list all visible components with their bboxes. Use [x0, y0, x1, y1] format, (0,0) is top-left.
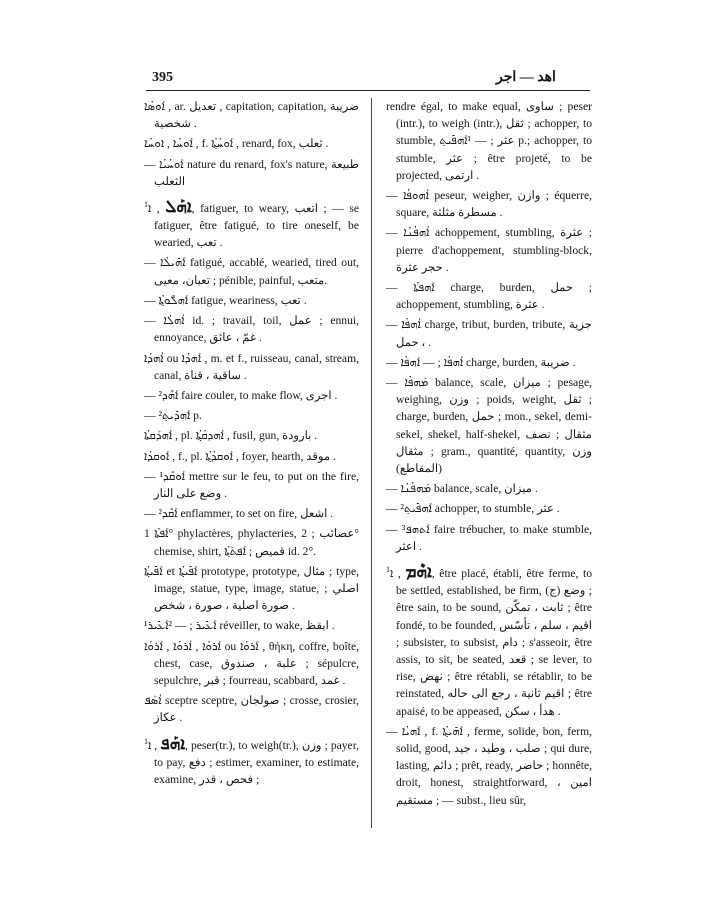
homograph-number: 1	[144, 200, 148, 210]
dictionary-entry	[144, 468, 359, 502]
homograph-number: 1	[386, 565, 390, 575]
dictionary-entry	[144, 525, 359, 559]
dictionary-entry	[144, 563, 359, 615]
entry-text: ܐܳܣܰܦ sceptre sceptre, صولجان ; crosse, crosier, عكاز .	[144, 694, 359, 725]
headword: ܐܗܶܡ	[405, 561, 432, 581]
dictionary-entry	[386, 187, 592, 221]
headword: ܐܗܰܠ	[165, 196, 192, 216]
entry-text: ܐܰܪܘܳܐ , ܐܳܪܘܳܐ , ܐܰܪܘܳܐ ou ܐܰܪܘܳܐ , θήκη, coffre, boîte, chest, case, علبة ، صندوق ; sépulcre, sepulchre, قبر ; fourreau, scabbard, غمد .	[144, 639, 359, 687]
dictionary-entry	[386, 561, 592, 720]
dictionary-entry	[144, 196, 359, 251]
dictionary-entry	[386, 354, 592, 371]
entry-text: ܐܰܘܣܳܐ , ar. تعديل , capitation, capitation, ضريبة شخصية .	[144, 100, 360, 131]
entry-text: — ܐܳܗܦܳܢܳܐ achoppement, stumbling, عثرة ; pierre d'achoppement, stumbling-block, حجر عثرة .	[386, 226, 592, 274]
entry-text: — ܡܰܗܦܳܐ balance, scale, ميزان ; pesage, weighing, وزن ; poids, weight, ثقل ; charge, burden, حمل ; mon., sekel, demi-sekel, shekel, half-shekel, مثقال ; نصف مثقال ; gram., quantité, quantity, وزن (المقاطع)	[386, 376, 593, 476]
entry-text: , ܐ, fatiguer, to weary, اتعب ; — se fatiguer, être fatigué, to tire oneself, be wearied, تعب .	[148, 201, 360, 250]
entry-text: — ²ܐܰܩܶܕ enflammer, to set on fire, اشعل .	[144, 507, 334, 521]
entry-text: — ܐܰܗܠܽܘܬ݂ܳܐ fatigue, weariness, تعب .	[144, 293, 307, 307]
entry-text: — ܐܳܗܦܳܐ ; — ܐܰܗܦܳܐ charge, burden, ضريبة .	[386, 355, 576, 369]
entry-text: — ܐܳܗܘܦܳܐ peseur, weigher, وازن ; équerre, square, مسطرة مثلثة .	[386, 189, 592, 220]
entry-text: , ܐ, peser(tr.), to weigh(tr.), وزن ; payer, to pay, دفع ; estimer, examiner, to estimate, examine, فحص ، قدر ;	[148, 738, 360, 786]
header-rule	[146, 90, 590, 91]
dictionary-entry	[144, 427, 359, 444]
dictionary-entry	[144, 448, 359, 465]
column-divider	[371, 98, 372, 828]
entry-text: ܐܰܘܚܳܐ , ܐܘܚܳܐ , f. ܐܰܘܚܳܬ݂ܳܐ , renard, fox, ثعلب .	[144, 137, 329, 151]
dictionary-entry	[386, 374, 592, 477]
dictionary-entry	[144, 638, 359, 690]
dictionary-entry	[386, 521, 592, 555]
dictionary-entry	[386, 224, 592, 276]
dictionary-entry	[386, 480, 592, 497]
dictionary-entry	[144, 733, 359, 788]
entry-text: rendre égal, to make equal, ساوى ; peser (intr.), to weigh (intr.), ثقل ; achopper, to stumble, عثر ; — ¹ܐܰܗܦܺܝܬ݂ p.; achopper, to stumble, عثر ; être projeté, to be projected, ارتمى .	[386, 100, 593, 182]
dictionary-entry	[144, 387, 359, 404]
entry-text: — ܐܰܗܺܝܠܳܐ fatigué, accablé, wearied, tired out, تعبان، معيى ; pénible, painful, متعب.	[144, 256, 359, 287]
dictionary-entry	[386, 316, 592, 350]
dictionary-entry	[144, 505, 359, 522]
entry-text: — ܐܰܗܦܬܳܐ charge, burden, حمل ; achoppement, stumbling, عثرة .	[386, 281, 593, 312]
headword: ܐܗܰܦ	[160, 733, 186, 753]
dictionary-entry	[144, 617, 359, 634]
entry-text: ܐܰܘܩܕܳܐ , f., pl. ܐܰܘܩܕܳܬ݂ܳܐ , foyer, hearth, موقد .	[144, 449, 336, 463]
entry-text: — ¹ܐܰܘܩܶܕ mettre sur le feu, to put on the fire, وضع على النار .	[144, 469, 360, 500]
running-head: اهد — اجر	[496, 70, 556, 85]
dictionary-entry	[144, 292, 359, 309]
entry-text: ܐܰܦܬܳܐ 1° phylactères, phylacteries, عصائب ; 2° chemise, shirt, قميص ; ܐܰܦܬܰܬ݂ܳܐ id. 2°.	[144, 527, 359, 558]
dictionary-entry	[144, 407, 359, 424]
dictionary-entry	[386, 500, 592, 517]
right-column	[386, 98, 592, 812]
dictionary-entry	[386, 723, 592, 809]
entry-text: — ܐܰܘܚܳܝܳܐ nature du renard, fox's nature, طبيعة الثعلب	[144, 157, 359, 188]
entry-text: ¹ܐܰܥܺܝܪ ; — ²ܐܰܥܺܝܪ réveiller, to wake, ايقظ .	[144, 619, 335, 633]
dictionary-entry	[386, 98, 592, 184]
dictionary-entry	[386, 279, 592, 313]
entry-text: ܐܰܗܕܰܩܬܳܐ , pl. ܐܰܗܕܩܳܬ݂ܳܐ , fusil, gun, بارودة .	[144, 429, 318, 443]
dictionary-entry	[144, 312, 359, 346]
dictionary-entry	[144, 98, 359, 132]
entry-text: — ²ܐܰܗܕܺܝܬ݂ p.	[144, 409, 202, 423]
dictionary-entry	[144, 350, 359, 384]
entry-text: — ²ܐܰܗܶܕ faire couler, to make flow, اجرى .	[144, 388, 338, 402]
dictionary-entry	[144, 156, 359, 190]
dictionary-entry	[144, 254, 359, 288]
dictionary-entry	[144, 135, 359, 152]
dictionary-entry	[144, 692, 359, 726]
entry-text: ܐܰܦܺܝܬ݂ܳܐ et ܐܰܦܺܝܬ݂ܳܐ prototype, prototype, مثال ; type, image, statue, type, image, statue, اصلي ; صورة اصلية ، صورة ، شخص .	[144, 564, 360, 613]
entry-text: — ܐܰܗܝܳܐ , f. ܐܰܗܺܝܬ݂ܳܐ , ferme, solide, bon, ferm, solid, good, صلب ، وطيد ، جيد ; qui dure, lasting, دائم ; prêt, ready, حاضر ; honnête, droit, honest, straightforward, امين ، مستقيم ; — subst., lieu sûr,	[386, 724, 593, 807]
entry-text: — ²ܐܰܗܦܺܝܬ݂ achopper, to stumble, عثر .	[386, 502, 560, 516]
entry-text: — ܐܳܗܦܳܐ charge, tribut, burden, tribute, جزية ، حمل .	[386, 318, 592, 349]
left-column	[144, 98, 359, 791]
entry-text: — ܐܳܗܠܳܐ id. ; travail, toil, عمل ; ennui, ennoyance, غمّ ، عائق .	[144, 314, 359, 345]
entry-text: — ³ܐܰܬܗܦ faire trébucher, to make stumble, اعثر .	[386, 522, 592, 553]
homograph-number: 1	[144, 736, 148, 746]
page-number: 395	[152, 70, 173, 85]
entry-text: — ܡܰܗܦܳܢܳܐ balance, scale, ميزان .	[386, 482, 538, 496]
entry-text: , ܐ, être placé, établi, être ferme, to be settled, established, be firm, وضع (ج) ; être sain, to be sound, ثابت ، تمكّن ; être fondé, to be founded, اقيم ، سلم ، تأسّس ; subsister, to subsist, دام ; s'asseoir, être assis, to sit, be seated, قعد ; se lever, to rise, نهض ; être rétabli, se rétablir, to be reinstated, اقيم ثانية ، رجع الى حاله ; être apaisé, to be appeased, هدأ ، سكن .	[390, 566, 593, 718]
entry-text: ܐܳܗܕܳܐ ou ܐܰܗܕܳܐ , m. et f., ruisseau, canal, stream, canal, ساقية ، قناة .	[144, 351, 359, 382]
